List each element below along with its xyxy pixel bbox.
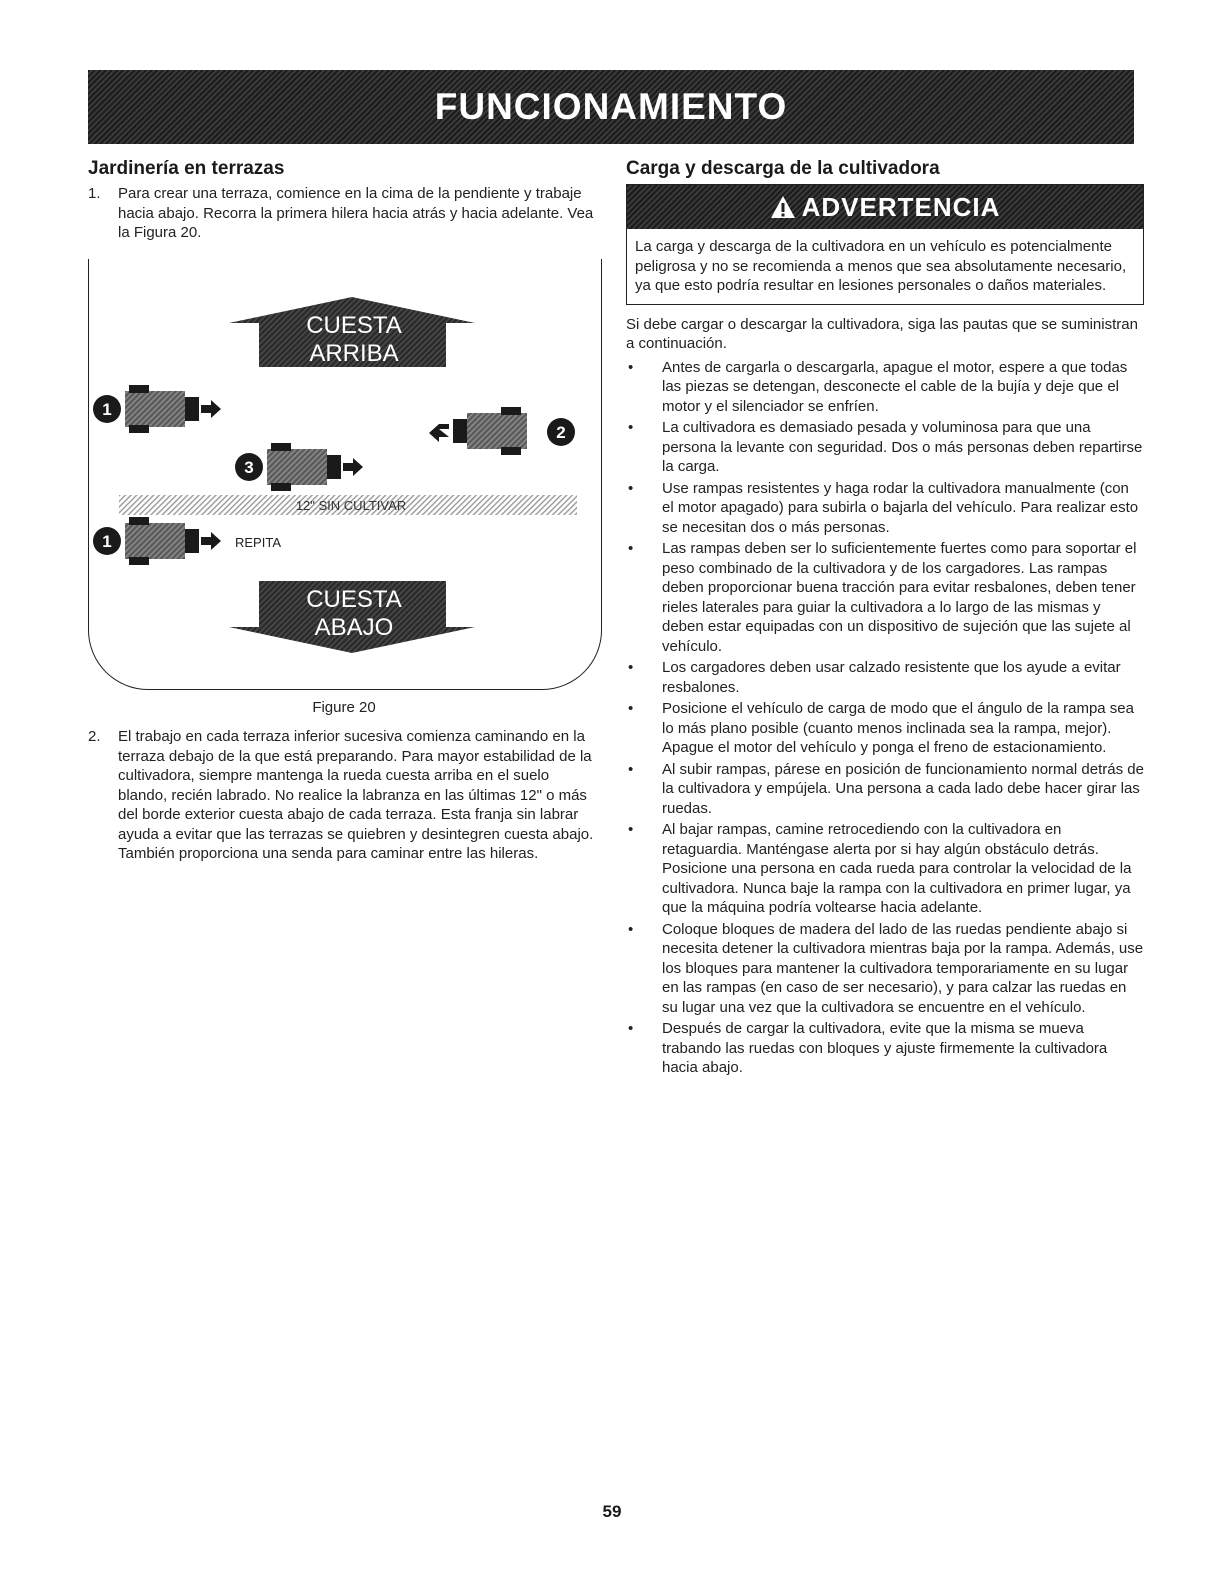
list-item: • Coloque bloques de madera del lado de las ruedas pendiente abajo si necesita detener la cultivadora mientras baja por la rampa. Además, use los bloques para mantener la cultivadora temporariamente en su lugar en las rampas (en caso de ser necesario), y para calzar las ruedas en su lugar una vez que la cultivadora se encuentre en el vehículo. [628, 920, 1144, 1016]
section-title: FUNCIONAMIENTO [434, 86, 788, 127]
figure-20 [88, 259, 602, 690]
list-item: • Al bajar rampas, camine retrocediendo con la cultivadora en retaguardia. Manténgase alerta por si hay algún obstáculo detrás. Posicione una persona en cada rueda para controlar la velocidad de la cultivadora. Nunca baje la rampa con la cultivadora en primer lugar, ya que la máquina podría voltearse hacia adelante. [628, 821, 1132, 916]
list-item: • Posicione el vehículo de carga de modo que el ángulo de la rampa sea lo más plano posible (cuanto menos inclinada sea la rampa, mejor). Apague el motor del vehículo y ponga el freno de estacionamiento. [628, 700, 1134, 756]
step-2-number: 2. [88, 728, 101, 745]
warning-title: ADVERTENCIA [801, 191, 1001, 222]
loading-heading: Carga y descarga de la cultivadora [626, 158, 940, 179]
list-item: • Use rampas resistentes y haga rodar la cultivadora manualmente (con el motor apagado) para subirla o bajarla del vehículo. Para realizar esto se necesitan dos o más personas. [628, 479, 1139, 536]
list-item: • La cultivadora es demasiado pesada y voluminosa para que una persona la levante con seguridad. Dos o más personas deben repartirse la carga. [628, 419, 1143, 475]
warning-box [626, 184, 1144, 305]
step-1-number: 1. [88, 185, 101, 202]
intro-text: Si debe cargar o descargar la cultivadora, siga las pautas que se suministran a continuación. [626, 315, 1138, 352]
uphill-label-1: CUESTA [306, 311, 402, 339]
page-number: 59 [602, 1502, 622, 1521]
terraces-heading: Jardinería en terrazas [88, 158, 285, 179]
tiller-repeat [93, 517, 281, 565]
left-column [88, 158, 600, 864]
strip-label: 12" SIN CULTIVAR [295, 497, 407, 513]
downhill-label-2: ABAJO [314, 613, 394, 641]
step-2 [88, 727, 600, 864]
warning-triangle-icon [770, 195, 796, 219]
repeat-label: REPITA [235, 534, 281, 550]
warning-header [627, 185, 1143, 229]
list-item: • Las rampas deben ser lo suficientemente fuertes como para soportar el peso combinado de la cultivadora y de los cargadores. Las rampas deben proporcionar buena tracción para evitar resbalones, deben tener rieles laterales para guiar la cultivadora a lo largo de las mismas y deben estar equipadas con un dispositivo de sujeción que las sujete al vehículo. [628, 540, 1137, 655]
step-1 [88, 184, 600, 243]
downhill-arrow [229, 581, 475, 653]
terrace-diagram [89, 259, 601, 689]
list-item: • Antes de cargarla o descargarla, apague el motor, espere a que todas las piezas se detengan, desconecte el cable de la bujía y deje que el motor y el silenciador se enfríen. [628, 358, 1128, 415]
uphill-label-2: ARRIBA [309, 339, 399, 367]
step-badge-2: 2 [556, 422, 566, 442]
guidelines-list [626, 358, 1144, 1078]
downhill-label-1: CUESTA [306, 585, 402, 613]
tiller-2 [429, 407, 575, 455]
right-column [626, 158, 1144, 1080]
uncultivated-strip [119, 495, 577, 515]
list-item: • Los cargadores deben usar calzado resistente que los ayude a evitar resbalones. [628, 659, 1121, 696]
list-item: • Al subir rampas, párese en posición de funcionamiento normal detrás de la cultivadora y empújela. Una persona a cada lado debe hacer girar las ruedas. [628, 760, 1144, 817]
tiller-1 [93, 385, 221, 433]
step-2-text: El trabajo en cada terraza inferior sucesiva comienza caminando en la terraza debajo de la que está preparando. Para mayor estabilidad de la cultivadora, siempre mantenga la rueda cuesta arriba en el suelo blando, recién labrado. No realice la labranza en las últimas 12" o más del borde exterior cuesta abajo de cada terraza. Esta franja sin labrar ayuda a evitar que las terrazas se quiebren y desintegren cuesta abajo. También proporciona una senda para caminar entre las hileras. [118, 728, 594, 862]
step-badge-1: 1 [102, 399, 112, 419]
uphill-arrow [229, 297, 475, 367]
step-badge-3: 3 [244, 457, 254, 477]
list-item: • Después de cargar la cultivadora, evite que la misma se mueva trabando las ruedas con bloques y ajuste firmemente la cultivadora hacia abajo. [628, 1020, 1108, 1076]
figure-caption: Figure 20 [312, 698, 376, 716]
warning-text: La carga y descarga de la cultivadora en un vehículo es potencialmente peligrosa y no se recomienda a menos que sea absolutamente necesario, ya que esto podría resultar en lesiones personales o daños materiales. [635, 238, 1127, 294]
tiller-3 [235, 443, 363, 491]
step-badge-repeat: 1 [102, 531, 112, 551]
section-banner [88, 70, 1134, 144]
step-1-text: Para crear una terraza, comience en la cima de la pendiente y trabaje hacia abajo. Recorra la primera hilera hacia atrás y hacia adelante. Vea la Figura 20. [118, 185, 594, 241]
